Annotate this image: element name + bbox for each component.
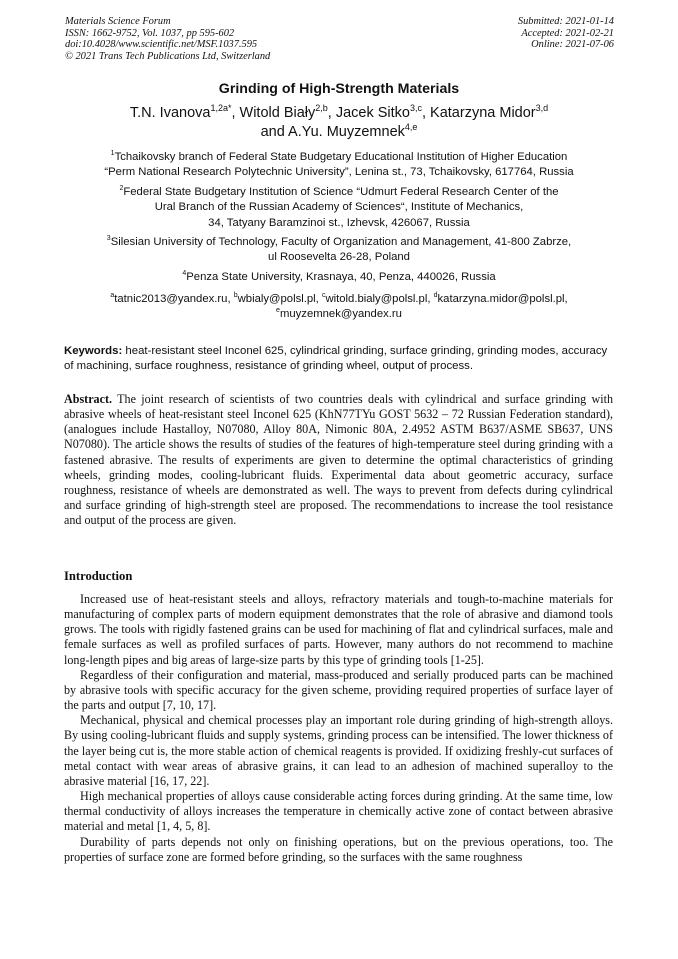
keywords-text: heat-resistant steel Inconel 625, cylindrical grinding, surface grinding, grinding modes, accuracy of machining, surface roughness, resistance of grinding wheel, output of process. [64, 345, 608, 372]
affiliation-2: $^2$Federal State Budgetary Institution of Science “Udmurt Federal Research Center of the Ural Branch of the Russian Academy of Sciences“, Institute of Mechanics, 34, Tatyany Baramzinoi st., Izhevsk, 426067, Russia [119, 185, 559, 229]
author-affil: 2,b [315, 103, 328, 114]
author-affil: 4,e [404, 122, 418, 133]
author-list [60, 104, 618, 142]
author-emails: $^a$tatnic2013@yandex.ru, $^b$wbialy@polsl.pl, $^c$witold.bialy@polsl.pl, $^d$katarzyna.midor@polsl.pl, $^e$muyzemnek@yandex.ru [110, 292, 568, 321]
paragraph: Regardless of their configuration and material, mass-produced and serially produced parts can be machined by abrasive tools with specific accuracy for the given scheme, providing required properties of surface layer of the parts and output [7, 10, 17]. [64, 667, 613, 713]
publication-dates [518, 16, 614, 51]
keywords-label: Keywords: [64, 345, 123, 357]
online-date: Online: 2021-07-06 [531, 39, 614, 51]
journal-doi: doi:10.4028/www.scientific.net/MSF.1037.595 [65, 39, 258, 51]
affiliation-3: $^3$Silesian University of Technology, Faculty of Organization and Management, 41-800 Zabrze, ul Roosevelta 26-28, Poland [106, 235, 572, 264]
email-link[interactable]: witold.bialy@polsl.pl [325, 293, 428, 305]
abstract-label: Abstract. [64, 392, 113, 406]
paragraph: Durability of parts depends not only on finishing operations, but on the previous operations, too. The properties of surface zone are formed before grinding, so the surfaces with the same roughness [64, 834, 613, 864]
abstract-text: The joint research of scientists of two countries deals with cylindrical and surface grinding with abrasive wheels of heat-resistant steel Inconel 625 (KhN77TYu GOST 5632 – 72 Russian Federation standard), (analogues include Hastalloy, N07080, Alloy 80A, Nimonic 80A, 2.4952 ASTM B637/ASME SB637, UNS N07080). The article shows the results of studies of the features of high-temperature steel during grinding with a fastened abrasive. The results of experiments are given to determine the optimal characteristics of grinding wheels, grinding modes, cooling-lubricant fluids. Experimental data about geometric accuracy, surface roughness, resistance of wheels are demonstrated as well. The ways to prevent from defects during cylindrical and surface grinding of high-strength steel are proposed. The recommendations to increase the tool resistance and output of the process are given. [64, 392, 613, 528]
author-affil: 3,d [535, 103, 549, 114]
email-link[interactable]: wbialy@polsl.pl [237, 293, 316, 305]
email-link[interactable]: katarzyna.midor@polsl.pl [437, 293, 565, 305]
email-link[interactable]: tatnic2013@yandex.ru [114, 293, 228, 305]
journal-issn: ISSN: 1662-9752, Vol. 1037, pp 595-602 [65, 27, 235, 39]
submitted-date: Submitted: 2021-01-14 [517, 16, 614, 27]
affiliation-4: $^4$Penza State University, Krasnaya, 40, Penza, 440026, Russia [182, 270, 496, 283]
section-title: Introduction [64, 569, 133, 583]
paragraph: Mechanical, physical and chemical processes play an important role during grinding of high-strength alloys. By using cooling-lubricant fluids and supply systems, grinding process can be intensified. The lower thickness of the layer being cut is, the more stable action of chemical reagents is provided. If oxidizing freshly-cut surfaces of metal contact with wear areas of abrasive grains, it can lead to an adhesion of machined superalloy to the abrasive material [16, 17, 22]. [64, 713, 613, 788]
journal-header [65, 16, 270, 62]
paper-title: Grinding of High-Strength Materials [218, 81, 460, 97]
keywords [64, 344, 613, 373]
accepted-date: Accepted: 2021-02-21 [521, 27, 614, 39]
author-line-2 [60, 123, 618, 142]
paragraph: Increased use of heat-resistant steels and alloys, refractory materials and tough-to-machine materials for manufacturing of complex parts of modern equipment demonstrates that the role of abrasive and diamond tools grows. The tools with rigidly fastened grains can be used for machining of flat and cylindrical surfaces, male and female surfaces as well as profiled surfaces of parts. However, many authors do not recommend to machine long-length pipes and big areas of large-size parts by this type of grinding tools [1-25]. [64, 592, 613, 667]
journal-copyright: © 2021 Trans Tech Publications Ltd, Switzerland [65, 50, 271, 62]
author-affil: 3,c [409, 103, 422, 114]
introduction-body [64, 592, 613, 865]
paragraph: High mechanical properties of alloys cause considerable acting forces during grinding. At the same time, low thermal conductivity of alloys increases the temperature in chemically active zone of contact between abrasive material and metal [1, 4, 5, 8]. [64, 789, 613, 834]
author-name: Witold Biały [239, 105, 316, 121]
affiliation-1: $^1$Tchaikovsky branch of Federal State Budgetary Educational Institution of Higher Education “Perm National Research Polytechnic University”, Lenina st., 73, Tchaikovsky, 617764, Russia [104, 150, 574, 179]
abstract [64, 392, 613, 528]
author-name: T.N. Ivanova [129, 105, 211, 121]
email-link[interactable]: muyzemnek@yandex.ru [279, 308, 402, 321]
journal-name: Materials Science Forum [65, 16, 171, 27]
author-line-1: T.N. Ivanova$^{1,2a*}$, Witold Biały$^{2,b}$, Jacek Sitko$^{3,c}$, Katarzyna Midor$^{3,d}$ [129, 103, 549, 121]
author-name: Jacek Sitko [335, 105, 410, 121]
author-name: and A.Yu. Muyzemnek [260, 124, 405, 140]
author-name: Katarzyna Midor [430, 105, 536, 121]
author-affil: 1,2a* [210, 103, 232, 114]
